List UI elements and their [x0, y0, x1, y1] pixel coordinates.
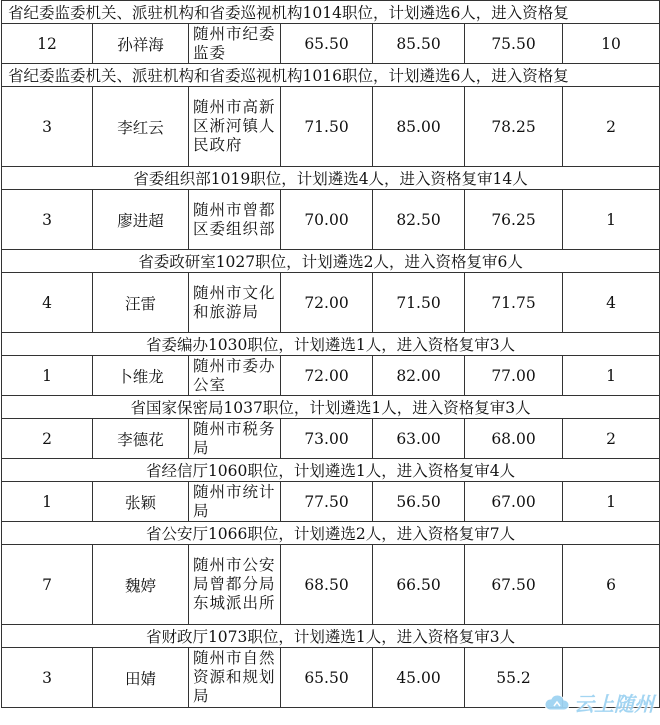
rank-cell: 3	[2, 87, 93, 167]
group-header: 省国家保密局1037职位，计划遴选1人，进入资格复审3人	[2, 396, 660, 419]
interview-score-cell: 85.50	[373, 24, 465, 64]
name-cell: 李德花	[93, 419, 189, 459]
written-score-cell: 65.50	[281, 24, 373, 64]
group-header: 省经信厅1060职位，计划遴选1人，进入资格复审4人	[2, 459, 660, 482]
order-cell: 2	[563, 87, 660, 167]
written-score-cell: 77.50	[281, 482, 373, 522]
interview-score-cell: 45.00	[373, 648, 465, 708]
table-row	[2, 190, 660, 250]
unit-text: 随州市高新区淅河镇人民政府	[193, 98, 276, 154]
total-score-cell: 55.2	[465, 648, 563, 708]
rank-cell: 3	[2, 648, 93, 708]
unit-text: 随州市公安局曾都分局东城派出所	[193, 556, 276, 612]
order-cell: 6	[563, 545, 660, 625]
unit-text: 随州市曾都区委组织部	[193, 200, 276, 238]
table-row	[2, 419, 660, 459]
order-cell: 1	[563, 190, 660, 250]
watermark	[544, 688, 654, 717]
written-score-cell: 70.00	[281, 190, 373, 250]
unit-cell	[189, 87, 281, 167]
unit-cell	[189, 273, 281, 333]
group-header-row	[2, 167, 660, 190]
interview-score-cell: 82.50	[373, 190, 465, 250]
order-cell: 2	[563, 419, 660, 459]
unit-cell	[189, 648, 281, 708]
total-score-cell: 68.00	[465, 419, 563, 459]
table-row	[2, 545, 660, 625]
name-cell: 李红云	[93, 87, 189, 167]
total-score-cell: 75.50	[465, 24, 563, 64]
group-header: 省纪委监委机关、派驻机构和省委巡视机构1014职位，计划遴选6人，进入资格复	[2, 1, 660, 24]
rank-cell: 12	[2, 24, 93, 64]
unit-cell	[189, 482, 281, 522]
results-table	[1, 0, 660, 708]
unit-text: 随州市税务局	[193, 419, 276, 457]
written-score-cell: 65.50	[281, 648, 373, 708]
unit-cell	[189, 356, 281, 396]
name-cell: 汪雷	[93, 273, 189, 333]
group-header-row	[2, 396, 660, 419]
total-score-cell: 77.00	[465, 356, 563, 396]
interview-score-cell: 82.00	[373, 356, 465, 396]
order-cell: 1	[563, 482, 660, 522]
written-score-cell: 71.50	[281, 87, 373, 167]
unit-cell	[189, 190, 281, 250]
interview-score-cell: 56.50	[373, 482, 465, 522]
unit-text: 随州市纪委监委	[193, 24, 276, 62]
total-score-cell: 76.25	[465, 190, 563, 250]
rank-cell: 3	[2, 190, 93, 250]
group-header-row	[2, 522, 660, 545]
table-row	[2, 482, 660, 522]
unit-text: 随州市委办公室	[193, 356, 276, 394]
group-header-row	[2, 625, 660, 648]
order-cell: 1	[563, 356, 660, 396]
name-cell: 魏婷	[93, 545, 189, 625]
name-cell: 田婧	[93, 648, 189, 708]
group-header-row	[2, 1, 660, 24]
rank-cell: 1	[2, 356, 93, 396]
group-header: 省委组织部1019职位，计划遴选4人，进入资格复审14人	[2, 167, 660, 190]
table-row	[2, 87, 660, 167]
group-header: 省财政厅1073职位，计划遴选1人，进入资格复审3人	[2, 625, 660, 648]
rank-cell: 4	[2, 273, 93, 333]
unit-text: 随州市统计局	[193, 482, 276, 520]
watermark-text: 云上随州	[574, 692, 654, 716]
name-cell: 孙祥海	[93, 24, 189, 64]
table-row	[2, 24, 660, 64]
group-header: 省委政研室1027职位，计划遴选2人，进入资格复审6人	[2, 250, 660, 273]
unit-text: 随州市自然资源和规划局	[193, 649, 276, 705]
unit-text: 随州市文化和旅游局	[193, 283, 276, 321]
table-body	[2, 1, 660, 708]
rank-cell: 2	[2, 419, 93, 459]
order-cell: 10	[563, 24, 660, 64]
unit-cell	[189, 419, 281, 459]
name-cell: 卜维龙	[93, 356, 189, 396]
written-score-cell: 72.00	[281, 356, 373, 396]
written-score-cell: 68.50	[281, 545, 373, 625]
group-header-row	[2, 333, 660, 356]
interview-score-cell: 63.00	[373, 419, 465, 459]
group-header: 省委编办1030职位，计划遴选1人，进入资格复审3人	[2, 333, 660, 356]
written-score-cell: 72.00	[281, 273, 373, 333]
group-header: 省公安厅1066职位，计划遴选2人，进入资格复审7人	[2, 522, 660, 545]
name-cell: 张颖	[93, 482, 189, 522]
rank-cell: 7	[2, 545, 93, 625]
group-header: 省纪委监委机关、派驻机构和省委巡视机构1016职位，计划遴选6人，进入资格复	[2, 64, 660, 87]
order-cell: 4	[563, 273, 660, 333]
interview-score-cell: 66.50	[373, 545, 465, 625]
interview-score-cell: 85.00	[373, 87, 465, 167]
name-cell: 廖进超	[93, 190, 189, 250]
total-score-cell: 78.25	[465, 87, 563, 167]
table-row	[2, 273, 660, 333]
cloud-icon	[544, 692, 570, 714]
group-header-row	[2, 64, 660, 87]
written-score-cell: 73.00	[281, 419, 373, 459]
unit-cell	[189, 545, 281, 625]
rank-cell: 1	[2, 482, 93, 522]
group-header-row	[2, 250, 660, 273]
total-score-cell: 67.50	[465, 545, 563, 625]
unit-cell	[189, 24, 281, 64]
total-score-cell: 71.75	[465, 273, 563, 333]
table-row	[2, 356, 660, 396]
interview-score-cell: 71.50	[373, 273, 465, 333]
total-score-cell: 67.00	[465, 482, 563, 522]
group-header-row	[2, 459, 660, 482]
